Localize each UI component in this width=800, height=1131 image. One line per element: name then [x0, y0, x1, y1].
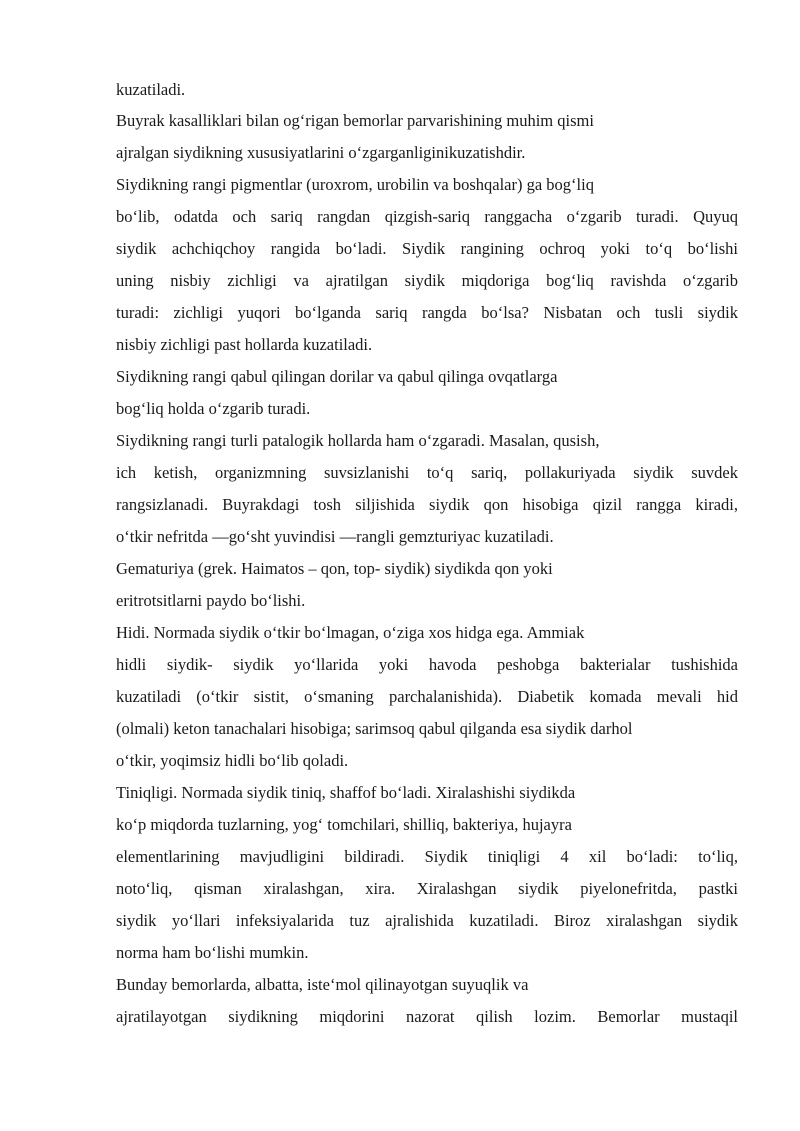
text-line: kuzatiladi (o‘tkir sistit, o‘smaning parchalanishida). Diabetik komada mevali hid [116, 687, 738, 706]
text-line: ajralgan siydikning xususiyatlarini o‘zgarganliginikuzatishdir. [116, 143, 526, 162]
text-line: Siydikning rangi pigmentlar (uroxrom, urobilin va boshqalar) ga bog‘liq [116, 175, 594, 194]
text-line: Siydikning rangi qabul qilingan dorilar va qabul qilinga ovqatlarga [116, 367, 558, 386]
text-line: rangsizlanadi. Buyrakdagi tosh siljishida siydik qon hisobiga qizil rangga kiradi, [116, 495, 738, 514]
text-line: (olmali) keton tanachalari hisobiga; sarimsoq qabul qilganda esa siydik darhol [116, 719, 633, 738]
text-line: hidli siydik- siydik yo‘llarida yoki havoda peshobga bakterialar tushishida [116, 655, 738, 674]
text-line: turadi: zichligi yuqori bo‘lganda sariq rangda bo‘lsa? Nisbatan och tusli siydik [116, 303, 738, 322]
text-line: bo‘lib, odatda och sariq rangdan qizgish-sariq ranggacha o‘zgarib turadi. Quyuq [116, 207, 738, 226]
text-line: norma ham bo‘lishi mumkin. [116, 943, 309, 962]
text-line: ich ketish, organizmning suvsizlanishi to‘q sariq, pollakuriyada siydik suvdek [116, 463, 738, 482]
text-line: noto‘liq, qisman xiralashgan, xira. Xiralashgan siydik piyelonefritda, pastki [116, 879, 738, 898]
text-line: o‘tkir nefritda —go‘sht yuvindisi —rangli gemzturiyac kuzatiladi. [116, 527, 554, 546]
text-line: bog‘liq holda o‘zgarib turadi. [116, 399, 311, 418]
text-line: o‘tkir, yoqimsiz hidli bo‘lib qoladi. [116, 751, 349, 770]
text-line: Hidi. Normada siydik o‘tkir bo‘lmagan, o‘ziga xos hidga ega. Ammiak [116, 623, 585, 642]
text-line: siydik yo‘llari infeksiyalarida tuz ajralishida kuzatiladi. Biroz xiralashgan siydik [116, 911, 738, 930]
text-line: eritrotsitlarni paydo bo‘lishi. [116, 591, 306, 610]
text-line: ajratilayotgan siydikning miqdorini nazorat qilish lozim. Bemorlar mustaqil [116, 1007, 738, 1026]
text-line: Tiniqligi. Normada siydik tiniq, shaffof bo‘ladi. Xiralashishi siydikda [116, 783, 576, 802]
text-line: elementlarining mavjudligini bildiradi. Siydik tiniqligi 4 xil bo‘ladi: to‘liq, [116, 847, 738, 866]
text-line: uning nisbiy zichligi va ajratilgan siydik miqdoriga bog‘liq ravishda o‘zgarib [116, 271, 738, 290]
text-line: Siydikning rangi turli patalogik hollarda ham o‘zgaradi. Masalan, qusish, [116, 431, 600, 450]
text-line: nisbiy zichligi past hollarda kuzatiladi. [116, 335, 373, 354]
text-line: kuzatiladi. [116, 80, 186, 99]
text-line: Gematuriya (grek. Haimatos – qon, top- siydik) siydikda qon yoki [116, 559, 553, 578]
text-line: siydik achchiqchoy rangida bo‘ladi. Siydik rangining ochroq yoki to‘q bo‘lishi [116, 239, 738, 258]
text-line: Buyrak kasalliklari bilan og‘rigan bemorlar parvarishining muhim qismi [116, 111, 594, 130]
text-line: ko‘p miqdorda tuzlarning, yog‘ tomchilari, shilliq, bakteriya, hujayra [116, 815, 572, 834]
text-line: Bunday bemorlarda, albatta, iste‘mol qilinayotgan suyuqlik va [116, 975, 529, 994]
